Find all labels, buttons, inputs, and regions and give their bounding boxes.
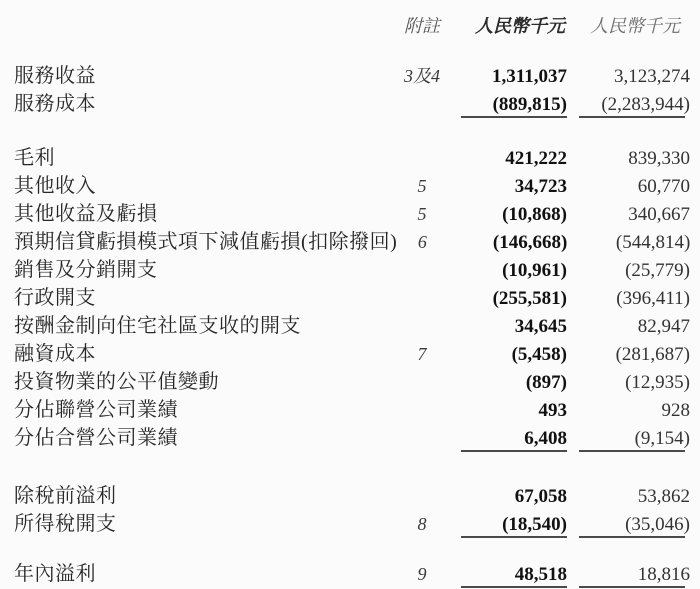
row-label: 按酬金制向住宅社區支收的開支 bbox=[14, 315, 301, 337]
row-amount-current: 493 bbox=[538, 400, 567, 421]
table-row bbox=[14, 62, 690, 90]
row-amount-current: (255,581) bbox=[492, 288, 567, 309]
row-amount-prior: (35,046) bbox=[567, 511, 690, 539]
table-row bbox=[14, 200, 690, 228]
row-label: 其他收益及虧損 bbox=[14, 203, 158, 225]
row-label: 融資成本 bbox=[14, 343, 96, 365]
row-note: 8 bbox=[417, 514, 427, 534]
row-label: 所得稅開支 bbox=[14, 513, 117, 535]
row-label: 預期信貸虧損模式項下減值虧損(扣除撥回) bbox=[14, 231, 398, 253]
row-note: 5 bbox=[417, 204, 427, 224]
statement-rows bbox=[14, 62, 690, 588]
table-row bbox=[14, 312, 690, 340]
header-note-column: 附註 bbox=[404, 16, 440, 36]
row-amount-current: 34,723 bbox=[514, 176, 567, 197]
row-label: 年內溢利 bbox=[14, 563, 96, 585]
table-row bbox=[14, 228, 690, 256]
row-label: 除稅前溢利 bbox=[14, 485, 117, 507]
row-amount-prior: (25,779) bbox=[625, 260, 690, 281]
table-row bbox=[14, 368, 690, 396]
row-amount-prior: 60,770 bbox=[637, 176, 690, 197]
row-amount-current: (18,540) bbox=[447, 511, 567, 539]
row-label: 服務收益 bbox=[14, 65, 96, 87]
table-row bbox=[14, 482, 690, 510]
row-amount-current: 1,311,037 bbox=[492, 66, 567, 87]
row-note: 6 bbox=[417, 232, 427, 252]
row-note: 9 bbox=[417, 564, 427, 584]
row-amount-prior: (9,154) bbox=[567, 425, 690, 453]
header-current-period-column: 人民幣千元 bbox=[475, 16, 565, 36]
row-amount-prior: (2,283,944) bbox=[567, 91, 690, 119]
row-amount-current: (10,868) bbox=[502, 204, 567, 225]
header-prior-period-column: 人民幣千元 bbox=[590, 16, 680, 36]
row-label: 分佔聯營公司業績 bbox=[14, 399, 178, 421]
row-amount-prior: 340,667 bbox=[628, 204, 690, 225]
row-label: 毛利 bbox=[14, 147, 55, 169]
row-amount-prior: 928 bbox=[661, 400, 690, 421]
table-row bbox=[14, 510, 690, 538]
row-amount-current: 48,518 bbox=[447, 561, 567, 589]
table-row bbox=[14, 172, 690, 200]
row-label: 行政開支 bbox=[14, 287, 96, 309]
row-amount-prior: (12,935) bbox=[625, 372, 690, 393]
table-row bbox=[14, 144, 690, 172]
row-label: 其他收入 bbox=[14, 175, 96, 197]
row-amount-current: (889,815) bbox=[447, 91, 567, 119]
row-amount-prior: 53,862 bbox=[637, 486, 690, 507]
row-amount-current: (10,961) bbox=[502, 260, 567, 281]
row-amount-current: 67,058 bbox=[514, 486, 567, 507]
table-row bbox=[14, 284, 690, 312]
row-note: 5 bbox=[417, 176, 427, 196]
table-row bbox=[14, 396, 690, 424]
row-label: 服務成本 bbox=[14, 93, 96, 115]
table-row bbox=[14, 424, 690, 452]
row-note: 7 bbox=[417, 344, 427, 364]
row-amount-current: 34,645 bbox=[514, 316, 567, 337]
row-amount-prior: 18,816 bbox=[567, 561, 690, 589]
row-amount-prior: (544,814) bbox=[615, 232, 691, 253]
row-amount-prior: 839,330 bbox=[628, 148, 690, 169]
row-amount-current: 6,408 bbox=[447, 425, 567, 453]
row-amount-current: (146,668) bbox=[492, 232, 568, 253]
row-amount-prior: 3,123,274 bbox=[614, 66, 690, 87]
row-amount-current: (5,458) bbox=[511, 344, 567, 365]
row-label: 銷售及分銷開支 bbox=[14, 259, 158, 281]
table-row bbox=[14, 90, 690, 118]
table-header-row bbox=[14, 12, 690, 40]
row-amount-prior: (281,687) bbox=[615, 344, 690, 365]
row-amount-current: 421,222 bbox=[505, 148, 567, 169]
row-label: 分佔合營公司業績 bbox=[14, 427, 178, 449]
table-row bbox=[14, 560, 690, 588]
row-amount-prior: 82,947 bbox=[637, 316, 690, 337]
row-note: 3及4 bbox=[404, 66, 440, 86]
row-amount-prior: (396,411) bbox=[616, 288, 690, 309]
table-row bbox=[14, 256, 690, 284]
row-amount-current: (897) bbox=[525, 372, 567, 393]
row-label: 投資物業的公平值變動 bbox=[14, 371, 219, 393]
table-row bbox=[14, 340, 690, 368]
